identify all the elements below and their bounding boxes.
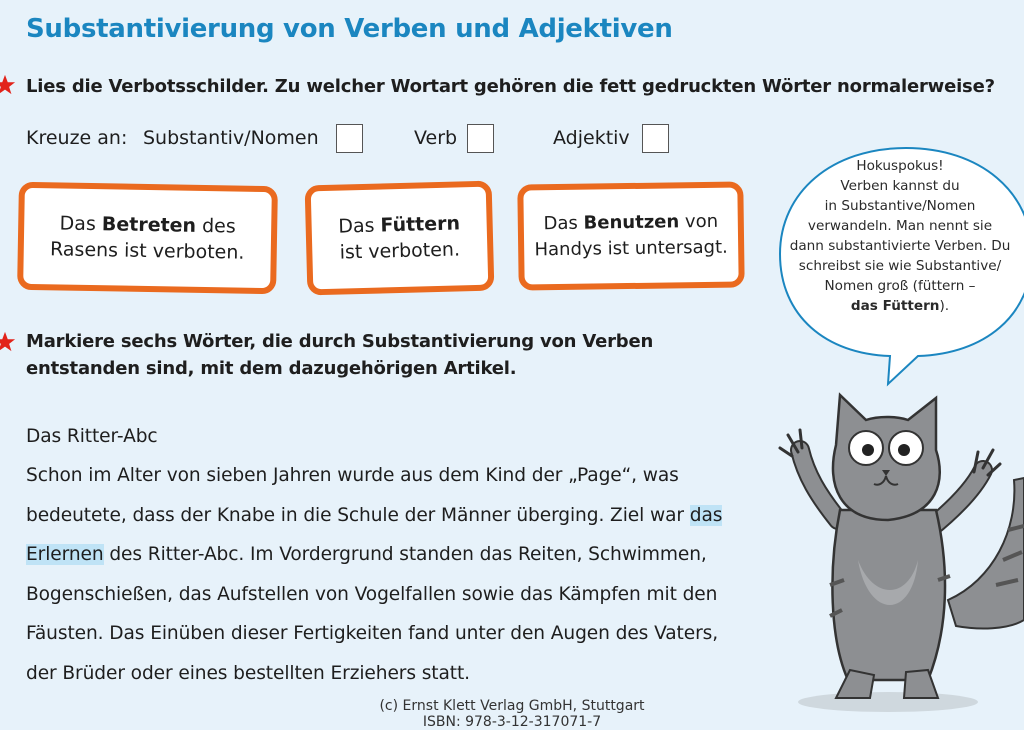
story-line: Bogenschießen, das Aufstellen von Vogelfallen sowie das Kämpfen mit den	[26, 584, 718, 605]
star-icon	[0, 331, 16, 353]
task1-instruction: Lies die Verbotsschilder. Zu welcher Wortart gehören die fett gedruckten Wörter normalerweise?	[26, 76, 995, 97]
highlight-marked-word: Erlernen	[26, 544, 104, 565]
story-heading: Das Ritter-Abc	[26, 426, 158, 447]
footer-isbn: ISBN: 978-3-12-317071-7	[422, 714, 602, 730]
kreuze-prompt: Kreuze an:	[26, 127, 128, 149]
checkbox-adjektiv[interactable]	[642, 124, 669, 153]
sign-betreten: Das Betreten des Rasens ist verboten.	[17, 182, 278, 295]
checkbox-verb[interactable]	[467, 124, 494, 153]
option-label-adjektiv: Adjektiv	[553, 127, 630, 149]
story-line: Erlernen des Ritter-Abc. Im Vordergrund standen das Reiten, Schwimmen,	[26, 544, 707, 565]
star-icon	[0, 74, 16, 96]
option-label-substantiv: Substantiv/Nomen	[143, 127, 319, 149]
story-line: bedeutete, dass der Knabe in die Schule der Männer überging. Ziel war das	[26, 505, 723, 526]
sign-benutzen: Das Benutzen von Handys ist untersagt.	[517, 181, 744, 290]
story-line: Fäusten. Das Einüben dieser Fertigkeiten fand unter den Augen des Vaters,	[26, 623, 719, 644]
page-title: Substantivierung von Verben und Adjektiven	[26, 14, 673, 44]
sign-fuettern: Das Füttern ist verboten.	[305, 181, 495, 296]
task2-instruction: Markiere sechs Wörter, die durch Substantivierung von Verben entstanden sind, mit dem dazugehörigen Artikel.	[26, 331, 654, 379]
sign-bold-word: Betreten	[101, 213, 197, 237]
sign-bold-word: Füttern	[380, 212, 461, 237]
footer-copyright: (c) Ernst Klett Verlag GmbH, Stuttgart	[379, 698, 645, 714]
story-line: Schon im Alter von sieben Jahren wurde aus dem Kind der „Page“, was	[26, 465, 679, 486]
cat-illustration	[778, 380, 1024, 722]
sign-bold-word: Benutzen	[583, 211, 680, 234]
highlight-marked-word: das	[689, 505, 723, 526]
bubble-text: Hokuspokus! Verben kannst du in Substantive/Nomen verwandeln. Man nennt sie dann substantivierte Verben. Du schreibst sie wie Substantive/ Nomen groß (füttern – das Füttern).	[789, 158, 1011, 314]
checkbox-substantiv[interactable]	[336, 124, 363, 153]
story-line: der Brüder oder eines bestellten Erziehers statt.	[26, 663, 470, 684]
option-label-verb: Verb	[414, 127, 458, 149]
